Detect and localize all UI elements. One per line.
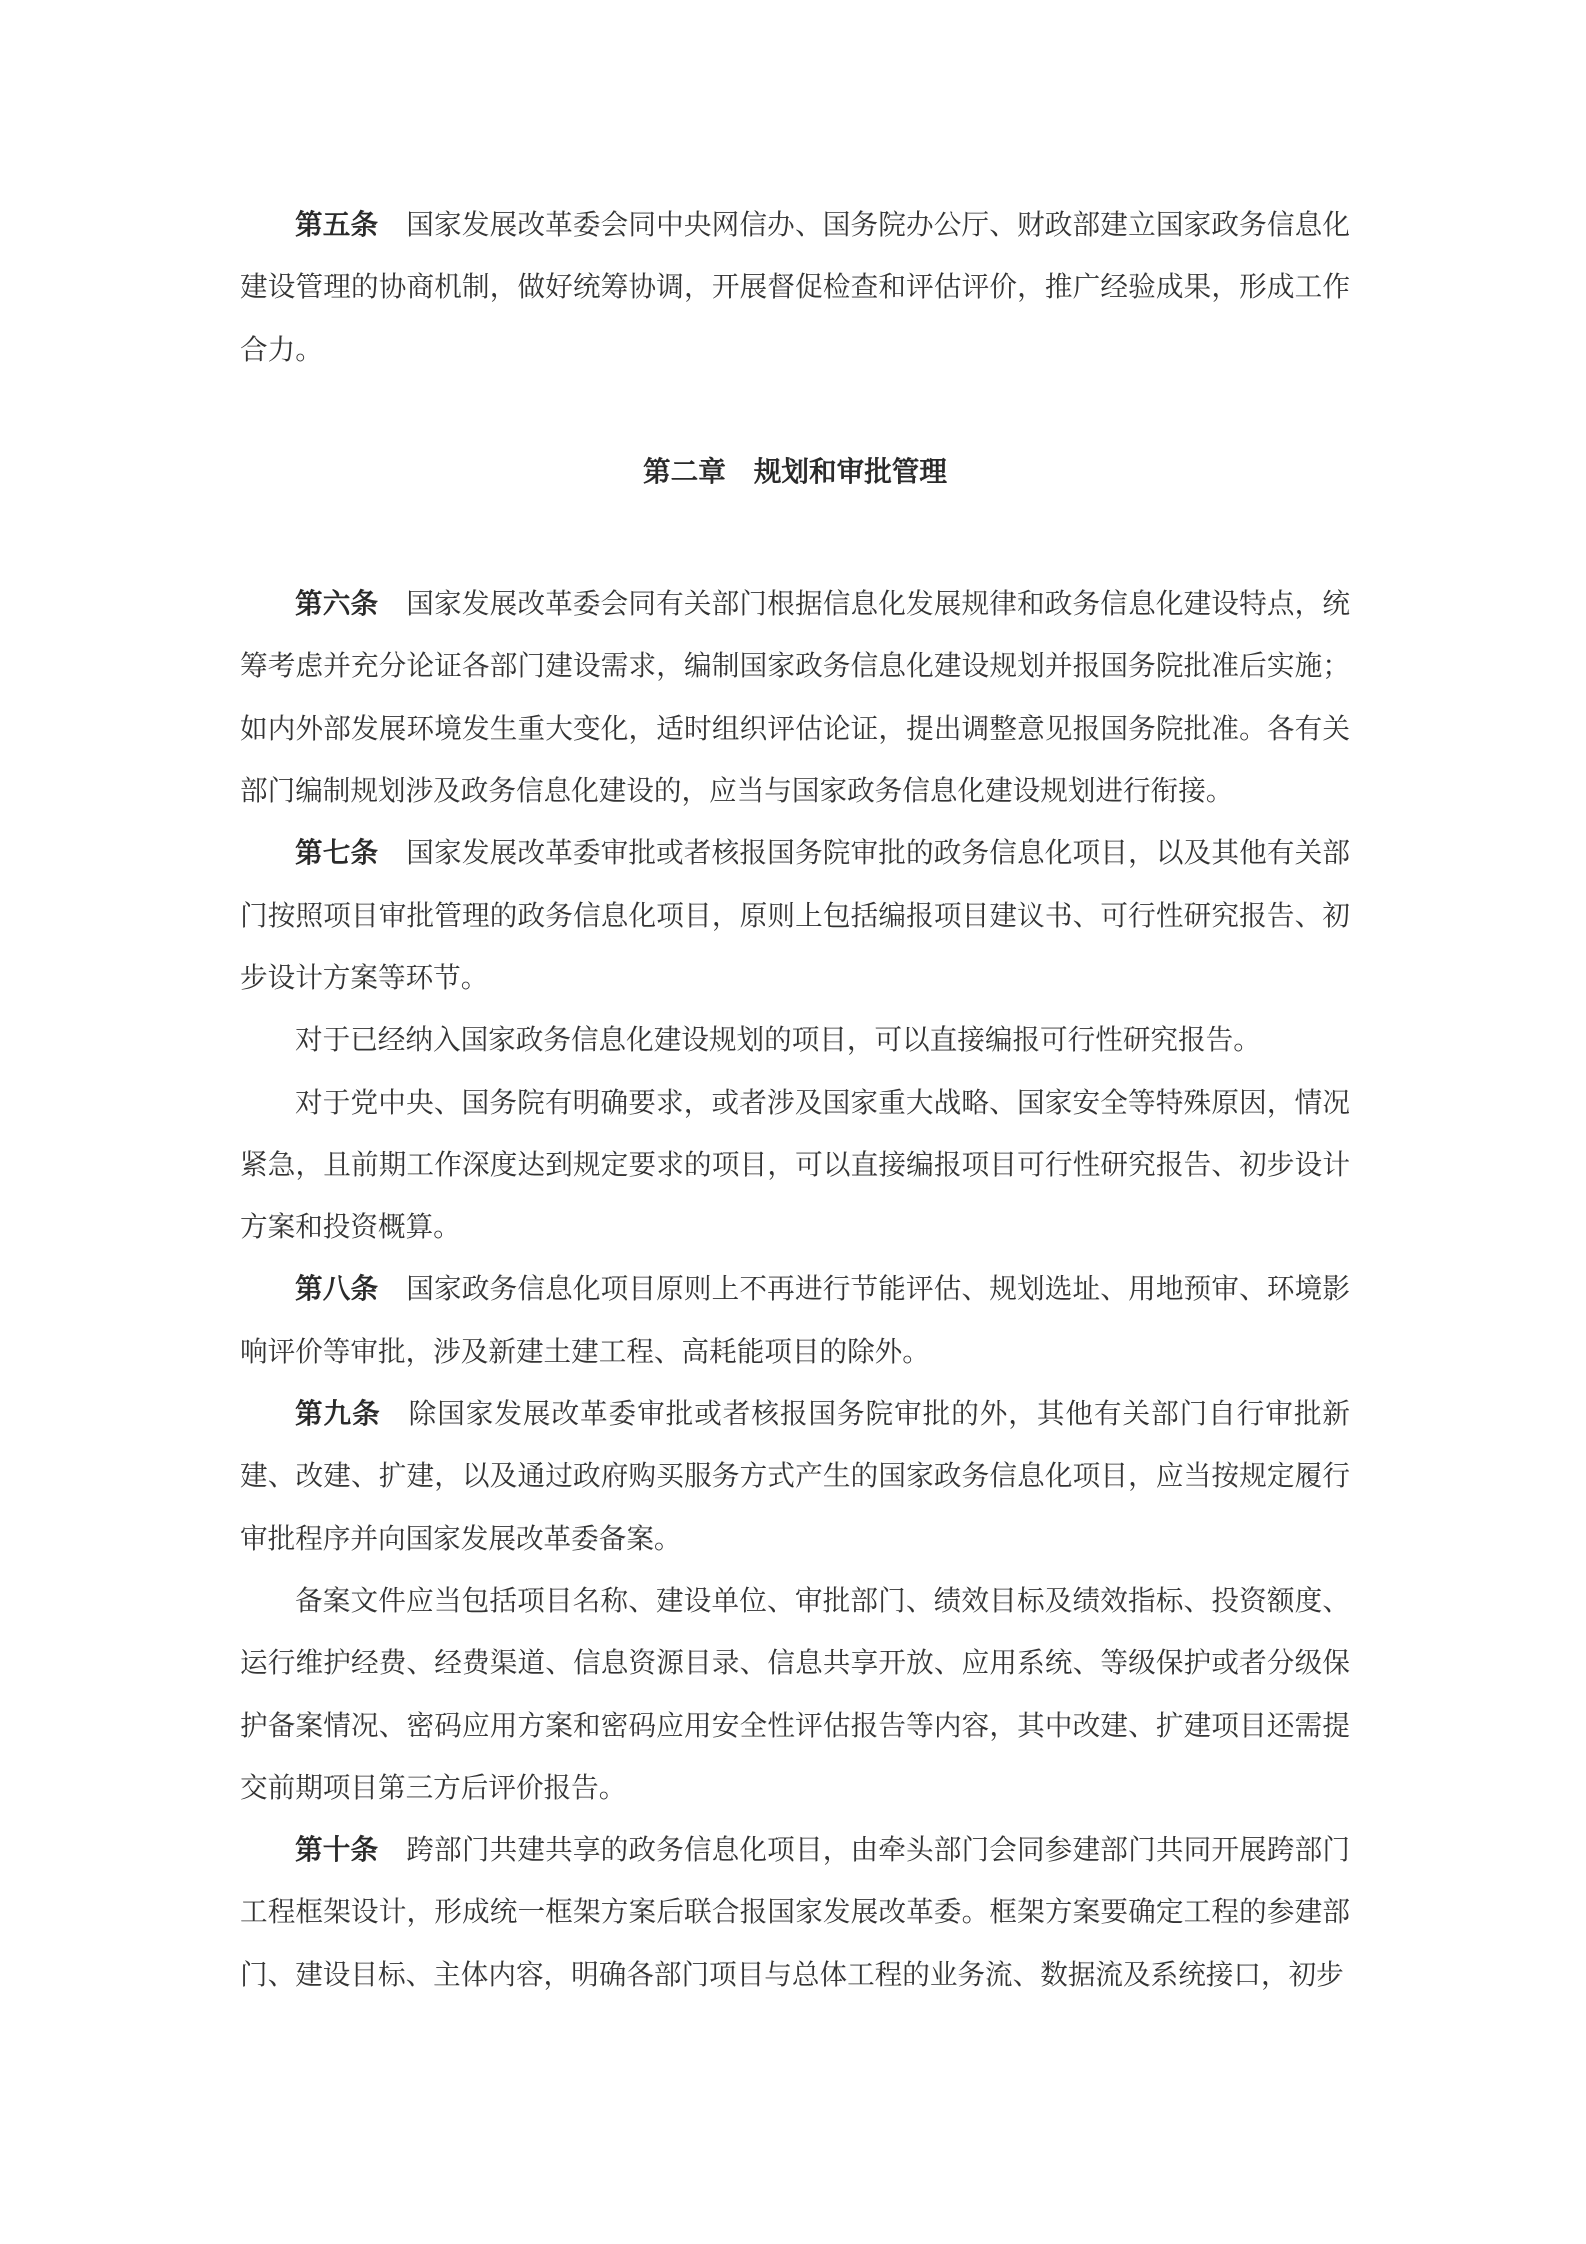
paragraph-text: 对于已经纳入国家政务信息化建设规划的项目，可以直接编报可行性研究报告。 bbox=[295, 1023, 1261, 1057]
article-text: 除国家发展改革委审批或者核报国务院审批的外，其他有关部门自行审批新建、改建、扩建，以及通过政府购买服务方式产生的国家政务信息化项目，应当按规定履行审批程序并向国家发展改革委备案。 bbox=[240, 1397, 1350, 1555]
article-text: 国家发展改革委审批或者核报国务院审批的政务信息化项目，以及其他有关部门按照项目审批管理的政务信息化项目，原则上包括编报项目建议书、可行性研究报告、初步设计方案等环节。 bbox=[240, 836, 1350, 994]
article-10-paragraph bbox=[240, 1819, 1350, 2006]
article-8-paragraph bbox=[240, 1258, 1350, 1383]
article-number: 第八条 bbox=[295, 1272, 379, 1306]
paragraph-text: 对于党中央、国务院有明确要求，或者涉及国家重大战略、国家安全等特殊原因，情况紧急，且前期工作深度达到规定要求的项目，可以直接编报项目可行性研究报告、初步设计方案和投资概算。 bbox=[240, 1085, 1350, 1244]
spacer bbox=[240, 381, 1350, 441]
article-text: 国家发展改革委会同有关部门根据信息化发展规律和政务信息化建设特点，统筹考虑并充分论证各部门建设需求，编制国家政务信息化建设规划并报国务院批准后实施；如内外部发展环境发生重大变化，适时组织评估论证，提出调整意见报国务院批准。各有关部门编制规划涉及政务信息化建设的，应当与国家政务信息化建设规划进行衔接。 bbox=[240, 587, 1350, 808]
article-number: 第五条 bbox=[295, 208, 379, 241]
chapter-title: 规划和审批管理 bbox=[753, 454, 947, 488]
paragraph-text: 备案文件应当包括项目名称、建设单位、审批部门、绩效目标及绩效指标、投资额度、运行维护经费、经费渠道、信息资源目录、信息共享开放、应用系统、等级保护或者分级保护备案情况、密码应用方案和密码应用安全性评估报告等内容，其中改建、扩建项目还需提交前期项目第三方后评价报告。 bbox=[240, 1583, 1350, 1804]
chapter-number: 第二章 bbox=[643, 454, 726, 488]
article-7-paragraph bbox=[240, 822, 1350, 1009]
chapter-heading bbox=[240, 441, 1350, 503]
article-9-clause-2 bbox=[240, 1570, 1350, 1819]
article-9-paragraph bbox=[240, 1383, 1350, 1570]
article-number: 第九条 bbox=[295, 1397, 381, 1431]
article-number: 第六条 bbox=[295, 587, 379, 621]
article-5-paragraph bbox=[240, 194, 1350, 381]
article-6-paragraph bbox=[240, 573, 1350, 822]
spacer bbox=[240, 503, 1350, 573]
article-text: 国家政务信息化项目原则上不再进行节能评估、规划选址、用地预审、环境影响评价等审批，涉及新建土建工程、高耗能项目的除外。 bbox=[240, 1272, 1350, 1368]
article-text: 国家发展改革委会同中央网信办、国务院办公厅、财政部建立国家政务信息化建设管理的协商机制，做好统筹协调，开展督促检查和评估评价，推广经验成果，形成工作合力。 bbox=[240, 208, 1350, 366]
article-text: 跨部门共建共享的政务信息化项目，由牵头部门会同参建部门共同开展跨部门工程框架设计，形成统一框架方案后联合报国家发展改革委。框架方案要确定工程的参建部门、建设目标、主体内容，明确各部门项目与总体工程的业务流、数据流及系统接口，初步 bbox=[240, 1833, 1350, 1991]
article-7-clause-2 bbox=[240, 1009, 1350, 1071]
document-page bbox=[240, 194, 1350, 2006]
article-number: 第十条 bbox=[295, 1833, 379, 1867]
article-number: 第七条 bbox=[295, 836, 379, 870]
article-7-clause-3 bbox=[240, 1072, 1350, 1259]
